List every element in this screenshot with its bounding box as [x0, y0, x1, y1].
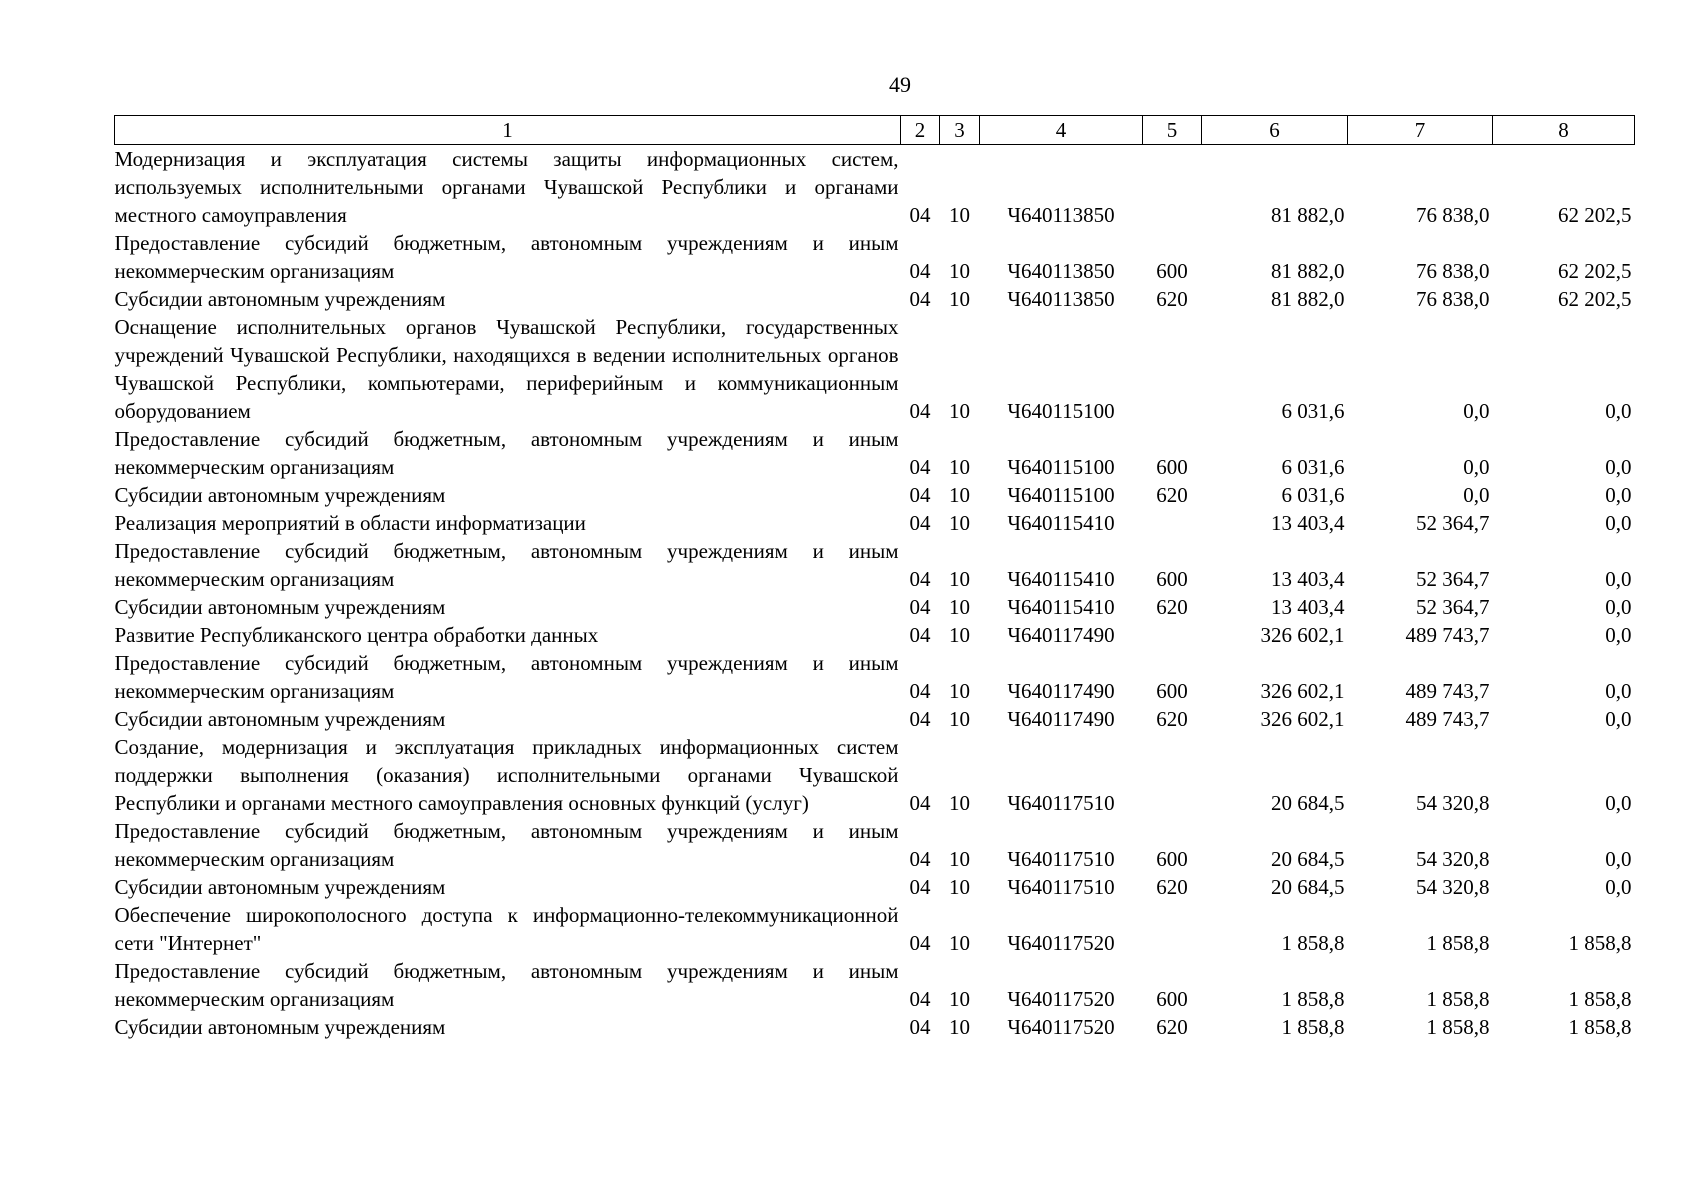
- row-name: Субсидии автономным учреждениям: [114, 707, 446, 731]
- table-row: [115, 817, 1635, 873]
- row-section: 04: [909, 623, 931, 647]
- table-row: [115, 425, 1635, 481]
- row-subsection: 10: [949, 455, 970, 479]
- row-amount-col-6: 13 403,4: [1271, 595, 1345, 619]
- row-amount-col-8: 0,0: [1605, 595, 1632, 619]
- row-amount-col-8: 0,0: [1605, 623, 1632, 647]
- row-amount-col-6: 20 684,5: [1271, 847, 1345, 871]
- table-row: [115, 509, 1635, 537]
- table-header-row: [115, 116, 1635, 145]
- row-subsection: 10: [949, 483, 970, 507]
- row-target-article: Ч640117520: [1007, 1015, 1115, 1039]
- row-expense-type: [1143, 145, 1202, 230]
- page-number: 49: [889, 72, 911, 97]
- row-target-article: Ч640117520: [1007, 931, 1115, 955]
- row-amount-col-8: 1 858,8: [1568, 1015, 1632, 1039]
- row-amount-col-8: 0,0: [1605, 455, 1632, 479]
- row-amount-col-6: 1 858,8: [1281, 1015, 1345, 1039]
- row-expense-type: 600: [1156, 567, 1188, 591]
- table-row: [115, 229, 1635, 285]
- row-target-article: Ч640115410: [1007, 511, 1115, 535]
- header-col-4: 4: [980, 116, 1143, 145]
- row-expense-type: 600: [1156, 259, 1188, 283]
- row-section: 04: [909, 483, 931, 507]
- row-target-article: Ч640117490: [1007, 679, 1115, 703]
- row-amount-col-8: 0,0: [1605, 707, 1632, 731]
- table-body: [115, 145, 1635, 1042]
- row-section: 04: [909, 707, 931, 731]
- row-subsection: 10: [949, 567, 970, 591]
- row-subsection: 10: [949, 931, 970, 955]
- row-subsection: 10: [949, 287, 970, 311]
- row-expense-type: 620: [1156, 707, 1188, 731]
- row-expense-type: 620: [1156, 287, 1188, 311]
- row-amount-col-6: 326 602,1: [1260, 707, 1345, 731]
- header-col-6: 6: [1202, 116, 1348, 145]
- row-name: Предоставление субсидий бюджетным, автономным учреждениям и иным некоммерческим организациям: [114, 651, 899, 703]
- row-expense-type: 620: [1156, 1015, 1188, 1039]
- row-amount-col-7: 0,0: [1463, 455, 1490, 479]
- row-expense-type: 620: [1156, 595, 1188, 619]
- row-subsection: 10: [949, 847, 970, 871]
- row-amount-col-7: 1 858,8: [1426, 1015, 1490, 1039]
- header-col-2: 2: [901, 116, 940, 145]
- row-expense-type: [1143, 509, 1202, 537]
- row-amount-col-7: 54 320,8: [1416, 875, 1490, 899]
- row-name: Субсидии автономным учреждениям: [114, 875, 446, 899]
- row-target-article: Ч640115100: [1007, 399, 1115, 423]
- row-amount-col-7: 489 743,7: [1405, 679, 1490, 703]
- header-col-3: 3: [940, 116, 980, 145]
- row-amount-col-8: 0,0: [1605, 875, 1632, 899]
- row-amount-col-7: 489 743,7: [1405, 623, 1490, 647]
- row-amount-col-6: 6 031,6: [1281, 483, 1345, 507]
- row-subsection: 10: [949, 987, 970, 1011]
- row-target-article: Ч640117510: [1007, 875, 1115, 899]
- row-section: 04: [909, 875, 931, 899]
- row-expense-type: [1143, 621, 1202, 649]
- row-section: 04: [909, 847, 931, 871]
- row-section: 04: [909, 595, 931, 619]
- row-subsection: 10: [949, 595, 970, 619]
- row-amount-col-8: 0,0: [1605, 567, 1632, 591]
- header-col-7: 7: [1348, 116, 1493, 145]
- row-expense-type: [1143, 901, 1202, 957]
- row-subsection: 10: [949, 875, 970, 899]
- table-row: [115, 481, 1635, 509]
- row-section: 04: [909, 259, 931, 283]
- row-amount-col-8: 0,0: [1605, 483, 1632, 507]
- row-subsection: 10: [949, 399, 970, 423]
- row-name: Предоставление субсидий бюджетным, автономным учреждениям и иным некоммерческим организациям: [114, 819, 899, 871]
- row-name: Предоставление субсидий бюджетным, автономным учреждениям и иным некоммерческим организациям: [114, 427, 899, 479]
- row-expense-type: 620: [1156, 483, 1188, 507]
- row-amount-col-8: 0,0: [1605, 791, 1632, 815]
- row-amount-col-8: 0,0: [1605, 511, 1632, 535]
- row-amount-col-6: 1 858,8: [1281, 987, 1345, 1011]
- row-name: Реализация мероприятий в области информатизации: [114, 511, 586, 535]
- row-subsection: 10: [949, 679, 970, 703]
- row-name: Предоставление субсидий бюджетным, автономным учреждениям и иным некоммерческим организациям: [114, 231, 899, 283]
- row-amount-col-6: 81 882,0: [1271, 287, 1345, 311]
- row-expense-type: 600: [1156, 679, 1188, 703]
- row-section: 04: [909, 791, 931, 815]
- row-subsection: 10: [949, 707, 970, 731]
- table-row: [115, 621, 1635, 649]
- row-amount-col-7: 0,0: [1463, 483, 1490, 507]
- row-amount-col-6: 1 858,8: [1281, 931, 1345, 955]
- row-section: 04: [909, 679, 931, 703]
- table-row: [115, 733, 1635, 817]
- row-amount-col-6: 326 602,1: [1260, 679, 1345, 703]
- row-section: 04: [909, 1015, 931, 1039]
- row-amount-col-7: 76 838,0: [1416, 287, 1490, 311]
- row-target-article: Ч640117510: [1007, 791, 1115, 815]
- row-amount-col-8: 62 202,5: [1558, 287, 1632, 311]
- row-name: Предоставление субсидий бюджетным, автономным учреждениям и иным некоммерческим организациям: [114, 959, 899, 1011]
- row-amount-col-7: 1 858,8: [1426, 987, 1490, 1011]
- row-section: 04: [909, 287, 931, 311]
- row-expense-type: [1143, 313, 1202, 425]
- row-expense-type: 600: [1156, 987, 1188, 1011]
- row-name: Субсидии автономным учреждениям: [114, 595, 446, 619]
- row-name: Субсидии автономным учреждениям: [114, 1015, 446, 1039]
- table-row: [115, 145, 1635, 230]
- row-target-article: Ч640113850: [1007, 203, 1115, 227]
- table-row: [115, 649, 1635, 705]
- row-expense-type: 600: [1156, 455, 1188, 479]
- row-amount-col-6: 6 031,6: [1281, 399, 1345, 423]
- row-amount-col-8: 1 858,8: [1568, 931, 1632, 955]
- row-amount-col-7: 0,0: [1463, 399, 1490, 423]
- row-amount-col-7: 52 364,7: [1416, 567, 1490, 591]
- row-target-article: Ч640117490: [1007, 623, 1115, 647]
- row-amount-col-7: 489 743,7: [1405, 707, 1490, 731]
- row-amount-col-8: 0,0: [1605, 399, 1632, 423]
- header-col-8: 8: [1493, 116, 1635, 145]
- row-target-article: Ч640113850: [1007, 287, 1115, 311]
- row-subsection: 10: [949, 623, 970, 647]
- row-name: Обеспечение широкополосного доступа к информационно-телекоммуникационной сети "Интернет": [114, 903, 899, 955]
- row-name: Оснащение исполнительных органов Чувашской Республики, государственных учреждений Чувашской Республики, находящихся в ведении исполнительных органов Чувашской Республики, компьютерами, периферийным и коммуникационным оборудованием: [114, 315, 899, 423]
- row-amount-col-8: 62 202,5: [1558, 203, 1632, 227]
- row-amount-col-6: 81 882,0: [1271, 259, 1345, 283]
- table-row: [115, 957, 1635, 1013]
- row-amount-col-6: 20 684,5: [1271, 875, 1345, 899]
- row-section: 04: [909, 931, 931, 955]
- row-name: Субсидии автономным учреждениям: [114, 483, 446, 507]
- row-name: Субсидии автономным учреждениям: [114, 287, 446, 311]
- row-section: 04: [909, 567, 931, 591]
- table-row: [115, 705, 1635, 733]
- row-section: 04: [909, 399, 931, 423]
- row-amount-col-7: 52 364,7: [1416, 595, 1490, 619]
- table-row: [115, 873, 1635, 901]
- table-row: [115, 285, 1635, 313]
- table-row: [115, 593, 1635, 621]
- row-amount-col-8: 0,0: [1605, 679, 1632, 703]
- row-section: 04: [909, 203, 931, 227]
- row-subsection: 10: [949, 259, 970, 283]
- row-section: 04: [909, 455, 931, 479]
- row-name: Развитие Республиканского центра обработки данных: [114, 623, 599, 647]
- row-amount-col-7: 54 320,8: [1416, 847, 1490, 871]
- row-amount-col-7: 76 838,0: [1416, 203, 1490, 227]
- row-name: Создание, модернизация и эксплуатация прикладных информационных систем поддержки выполнения (оказания) исполнительными органами Чувашской Республики и органами местного самоуправления основных функций (услуг): [114, 735, 899, 815]
- row-target-article: Ч640115100: [1007, 455, 1115, 479]
- row-amount-col-6: 326 602,1: [1260, 623, 1345, 647]
- table-row: [115, 901, 1635, 957]
- row-section: 04: [909, 511, 931, 535]
- row-target-article: Ч640115100: [1007, 483, 1115, 507]
- table-row: [115, 537, 1635, 593]
- row-amount-col-6: 13 403,4: [1271, 567, 1345, 591]
- row-name: Модернизация и эксплуатация системы защиты информационных систем, используемых исполнительными органами Чувашской Республики и органами местного самоуправления: [114, 147, 899, 227]
- header-col-1: 1: [115, 116, 901, 145]
- row-target-article: Ч640117520: [1007, 987, 1115, 1011]
- row-amount-col-6: 20 684,5: [1271, 791, 1345, 815]
- row-amount-col-7: 54 320,8: [1416, 791, 1490, 815]
- row-target-article: Ч640115410: [1007, 595, 1115, 619]
- row-target-article: Ч640117510: [1007, 847, 1115, 871]
- row-subsection: 10: [949, 1015, 970, 1039]
- row-expense-type: 600: [1156, 847, 1188, 871]
- row-name: Предоставление субсидий бюджетным, автономным учреждениям и иным некоммерческим организациям: [114, 539, 899, 591]
- row-amount-col-6: 6 031,6: [1281, 455, 1345, 479]
- row-subsection: 10: [949, 203, 970, 227]
- row-target-article: Ч640115410: [1007, 567, 1115, 591]
- budget-table: [114, 115, 1635, 1041]
- row-amount-col-8: 62 202,5: [1558, 259, 1632, 283]
- row-expense-type: [1143, 733, 1202, 817]
- row-amount-col-6: 13 403,4: [1271, 511, 1345, 535]
- row-amount-col-6: 81 882,0: [1271, 203, 1345, 227]
- row-amount-col-8: 1 858,8: [1568, 987, 1632, 1011]
- row-section: 04: [909, 987, 931, 1011]
- row-amount-col-7: 1 858,8: [1426, 931, 1490, 955]
- row-amount-col-7: 76 838,0: [1416, 259, 1490, 283]
- row-amount-col-7: 52 364,7: [1416, 511, 1490, 535]
- table-row: [115, 1013, 1635, 1041]
- row-subsection: 10: [949, 511, 970, 535]
- row-amount-col-8: 0,0: [1605, 847, 1632, 871]
- row-subsection: 10: [949, 791, 970, 815]
- row-expense-type: 620: [1156, 875, 1188, 899]
- row-target-article: Ч640113850: [1007, 259, 1115, 283]
- row-target-article: Ч640117490: [1007, 707, 1115, 731]
- table-row: [115, 313, 1635, 425]
- header-col-5: 5: [1143, 116, 1202, 145]
